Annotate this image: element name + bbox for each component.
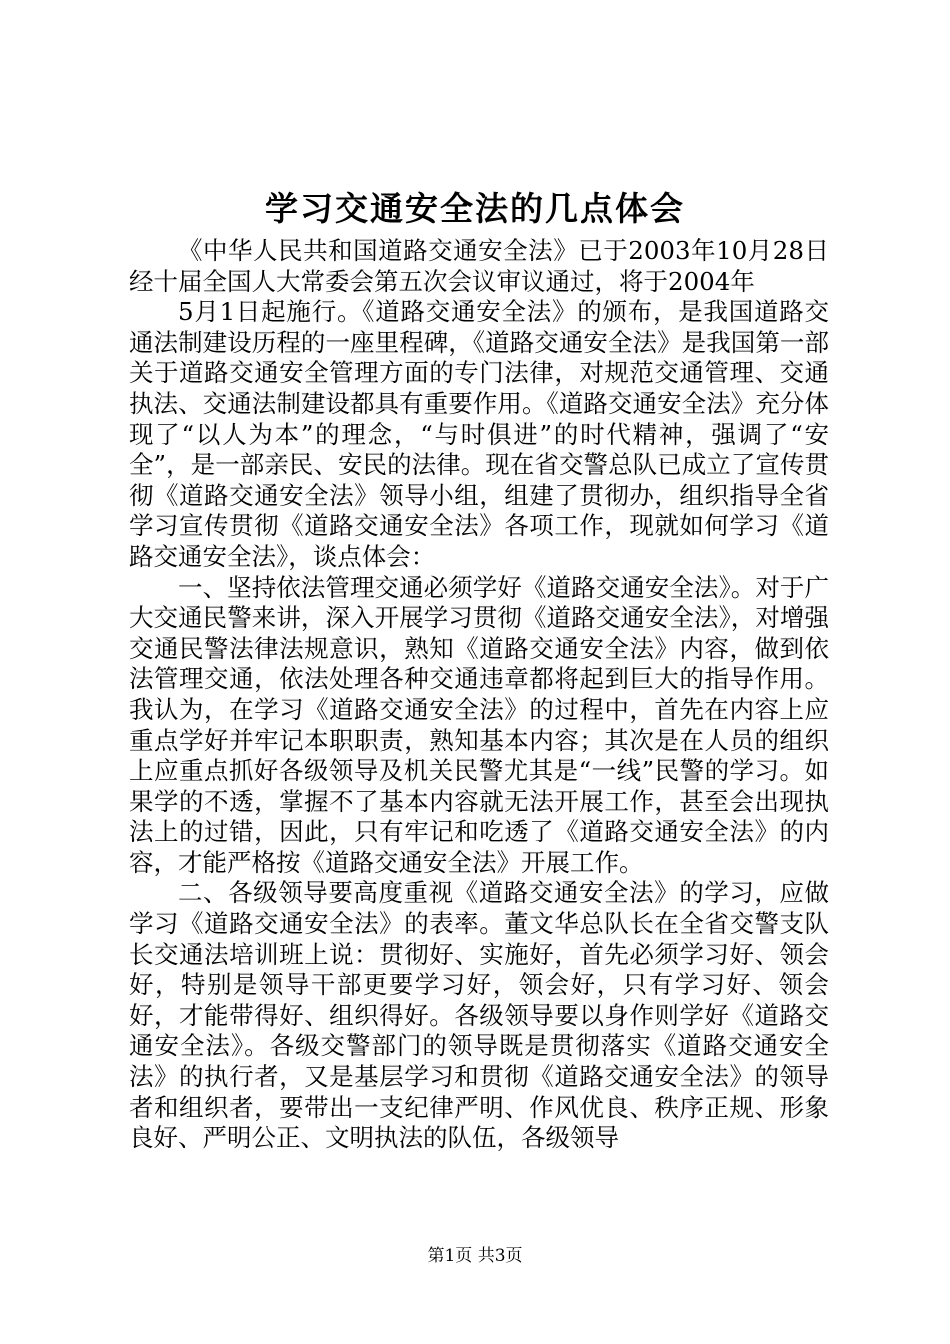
document-title: 学习交通安全法的几点体会 xyxy=(265,189,685,228)
paragraph-background: 5月1日起施行。《道路交通安全法》的颁布，是我国道路交通法制建设历程的一座里程碑，《道路交通安全法》是我国第一部关于道路交通安全管理方面的专门法律，对规范交通管理、交通执法、交通法制建设都具有重要作用。《道路交通安全法》充分体现了“以人为本”的理念，“与时俱进”的时代精神，强调了“安全”，是一部亲民、安民的法律。现在省交警总队已成立了宣传贯彻《道路交通安全法》领导小组，组建了贯彻办，组织指导全省学习宣传贯彻《道路交通安全法》各项工作，现就如何学习《道路交通安全法》，谈点体会： xyxy=(129,297,829,571)
document-body xyxy=(129,236,829,1154)
paragraph-point-one: 一、坚持依法管理交通必须学好《道路交通安全法》。对于广大交通民警来讲，深入开展学习贯彻《道路交通安全法》，对增强交通民警法律法规意识，熟知《道路交通安全法》内容，做到依法管理交通，依法处理各种交通违章都将起到巨大的指导作用。我认为，在学习《道路交通安全法》的过程中，首先在内容上应重点学好并牢记本职职责，熟知基本内容；其次是在人员的组织上应重点抓好各级领导及机关民警尤其是“一线”民警的学习。如果学的不透，掌握不了基本内容就无法开展工作，甚至会出现执法上的过错，因此，只有牢记和吃透了《道路交通安全法》的内容，才能严格按《道路交通安全法》开展工作。 xyxy=(129,572,829,877)
page-footer xyxy=(0,1244,950,1268)
paragraph-intro: 《中华人民共和国道路交通安全法》已于2003年10月28日经十届全国人大常委会第五次会议审议通过，将于2004年 xyxy=(129,236,829,296)
paragraph-point-two: 二、各级领导要高度重视《道路交通安全法》的学习，应做学习《道路交通安全法》的表率。董文华总队长在全省交警支队长交通法培训班上说：贯彻好、实施好，首先必须学习好、领会好，特别是领导干部更要学习好，领会好，只有学习好、领会好，才能带得好、组织得好。各级领导要以身作则学好《道路交通安全法》。各级交警部门的领导既是贯彻落实《道路交通安全法》的执行者，又是基层学习和贯彻《道路交通安全法》的领导者和组织者，要带出一支纪律严明、作风优良、秩序正规、形象良好、严明公正、文明执法的队伍，各级领导 xyxy=(129,878,829,1153)
page-number: 第1页 xyxy=(427,1246,473,1266)
page-total: 共3页 xyxy=(477,1246,523,1266)
